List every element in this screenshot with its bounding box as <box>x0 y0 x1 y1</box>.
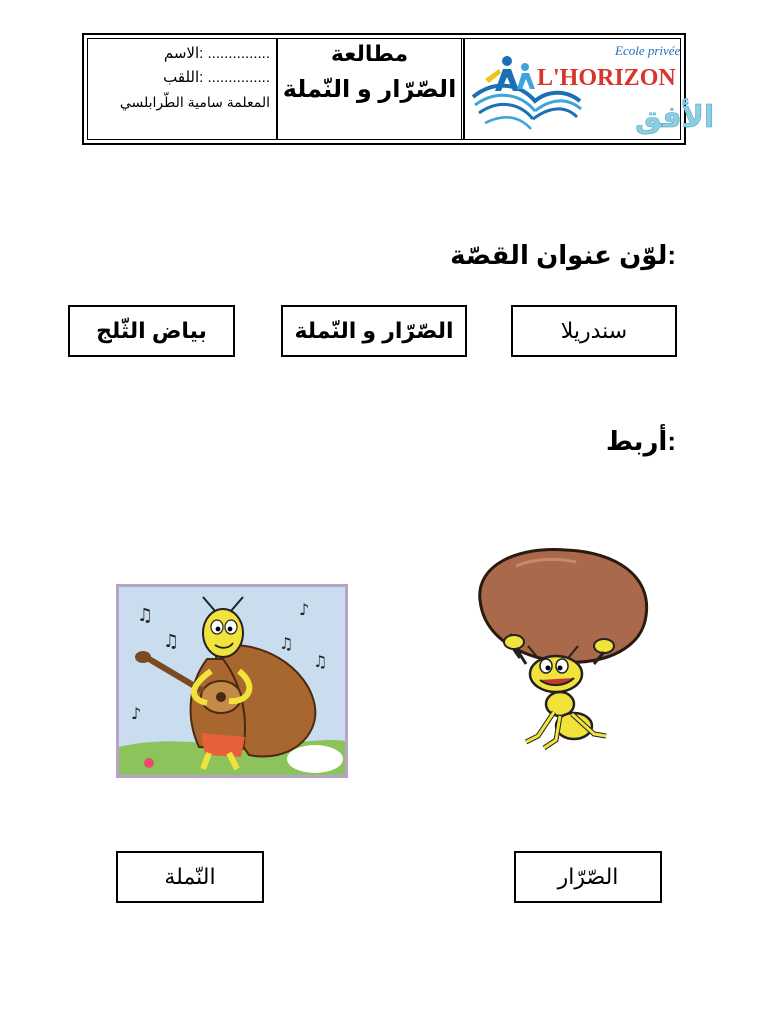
option-cinderella-box[interactable]: سندريلا <box>511 305 677 357</box>
color-title-instruction: :لوّن عنوان القصّة <box>450 240 676 270</box>
svg-text:♫: ♫ <box>279 634 294 653</box>
label-ant-box[interactable]: النّملة <box>116 851 264 903</box>
svg-text:♪: ♪ <box>299 600 310 619</box>
story-title: الصّرّار و النّملة <box>282 76 457 103</box>
header-table <box>82 33 715 145</box>
title-cell <box>277 39 464 139</box>
name-field[interactable]: ............... :الاسم <box>163 45 270 62</box>
logo-script-text: Ecole privée <box>615 43 681 58</box>
cricket-playing-lute-icon <box>119 587 345 775</box>
option-snow-white-box[interactable]: بياض الثّلج <box>68 305 235 357</box>
surname-field[interactable]: ............... :اللقب <box>163 69 270 86</box>
svg-text:♪: ♪ <box>131 704 142 723</box>
school-logo <box>464 39 715 139</box>
cricket-image[interactable] <box>116 584 348 778</box>
teacher-name: المعلمة سامية الطّرابلسي <box>119 94 270 110</box>
ant-image[interactable] <box>456 536 674 774</box>
book-swoosh-icon <box>473 86 581 129</box>
svg-text:♫: ♫ <box>163 631 180 652</box>
label-cricket-box[interactable]: الصّرّار <box>514 851 662 903</box>
school-logo-graphic <box>465 39 715 141</box>
svg-text:♫: ♫ <box>137 605 154 626</box>
student-info-cell <box>88 39 277 139</box>
option-cricket-ant-box[interactable]: الصّرّار و النّملة <box>281 305 467 357</box>
subject-title: مطالعة <box>330 41 409 66</box>
match-instruction: :أربط <box>605 426 676 456</box>
logo-latin-text: L'HORIZON <box>537 65 676 91</box>
ant-carrying-seed-icon <box>456 536 674 774</box>
logo-arabic-text: الأفق <box>635 100 715 135</box>
svg-text:♫: ♫ <box>313 652 328 671</box>
